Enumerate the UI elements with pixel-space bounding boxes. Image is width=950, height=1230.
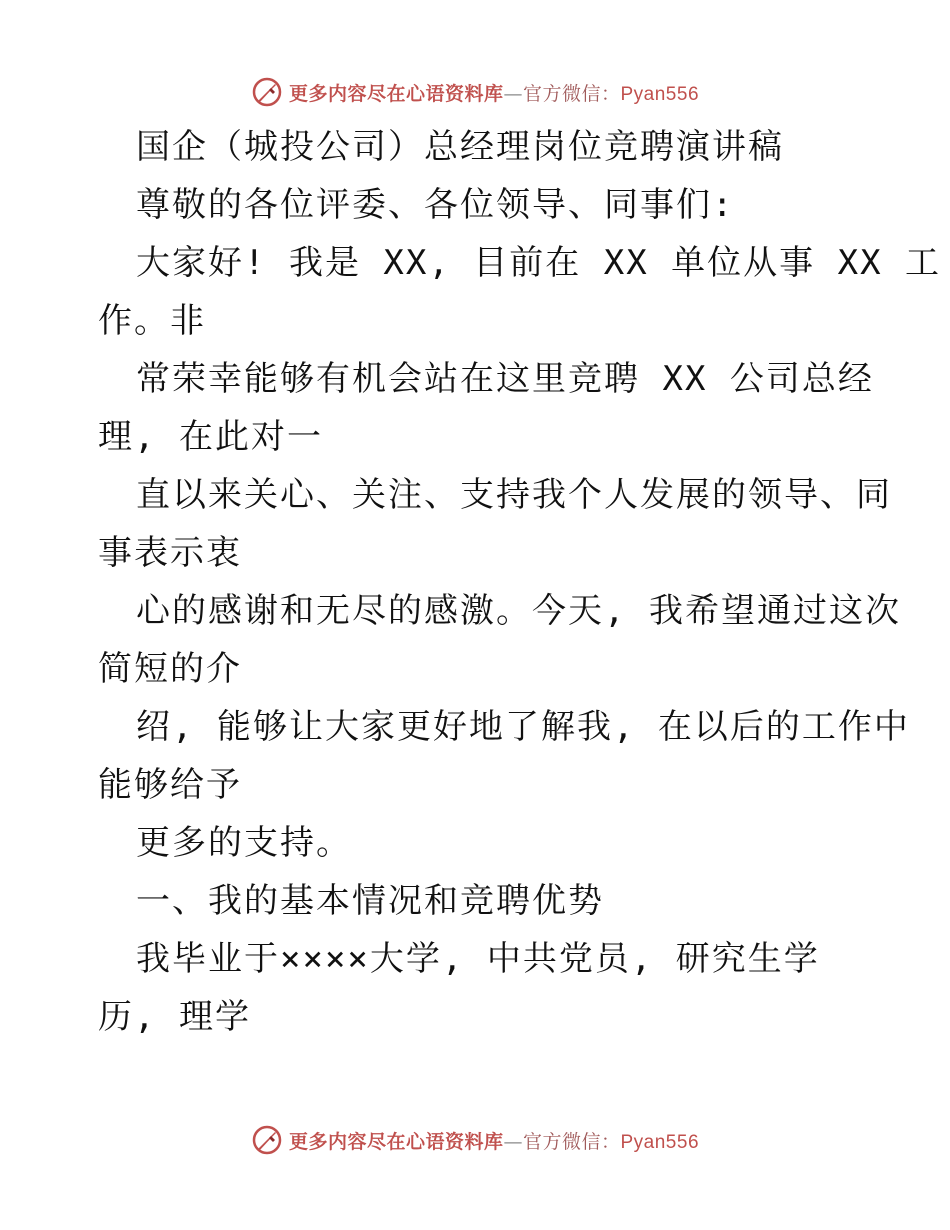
pen-logo-icon [251, 76, 283, 108]
document-title: 国企（城投公司）总经理岗位竞聘演讲稿 [136, 127, 784, 167]
header-wechat-label: 官方微信： [522, 82, 621, 105]
footer-dash: — [503, 1130, 523, 1153]
header-dash: — [503, 82, 523, 105]
header-text [289, 79, 699, 106]
text-line: 直以来关心、关注、支持我个人发展的领导、同 [136, 475, 892, 515]
text-line: 简短的介 [98, 649, 242, 689]
pen-logo-icon [251, 1124, 283, 1156]
footer-wechat-label: 官方微信： [522, 1130, 621, 1153]
text-line: 理, 在此对一 [98, 417, 323, 457]
footer-account: Pyan556 [620, 1131, 700, 1153]
header-banner [0, 72, 950, 112]
text-line: 常荣幸能够有机会站在这里竞聘 XX 公司总经 [136, 359, 874, 399]
text-line: 能够给予 [98, 765, 242, 805]
footer-brand: 更多内容尽在心语资料库 [288, 1130, 504, 1153]
text-line: 绍, 能够让大家更好地了解我, 在以后的工作中 [136, 707, 910, 747]
document-body [98, 118, 942, 1046]
header-account: Pyan556 [620, 83, 700, 105]
text-line: 作。非 [98, 301, 206, 341]
text-line: 心的感谢和无尽的感激。今天, 我希望通过这次 [136, 591, 901, 631]
text-line: 我毕业于××××大学, 中共党员, 研究生学 [136, 939, 820, 979]
text-line: 事表示衷 [98, 533, 242, 573]
salutation: 尊敬的各位评委、各位领导、同事们: [136, 185, 735, 225]
header-brand: 更多内容尽在心语资料库 [288, 82, 504, 105]
text-line: 大家好! 我是 XX, 目前在 XX 单位从事 XX 工 [136, 243, 942, 283]
footer-text [289, 1127, 699, 1154]
text-line: 更多的支持。 [136, 823, 352, 863]
text-line: 历, 理学 [98, 997, 251, 1037]
footer-banner [0, 1120, 950, 1160]
section-heading: 一、我的基本情况和竞聘优势 [136, 881, 604, 921]
